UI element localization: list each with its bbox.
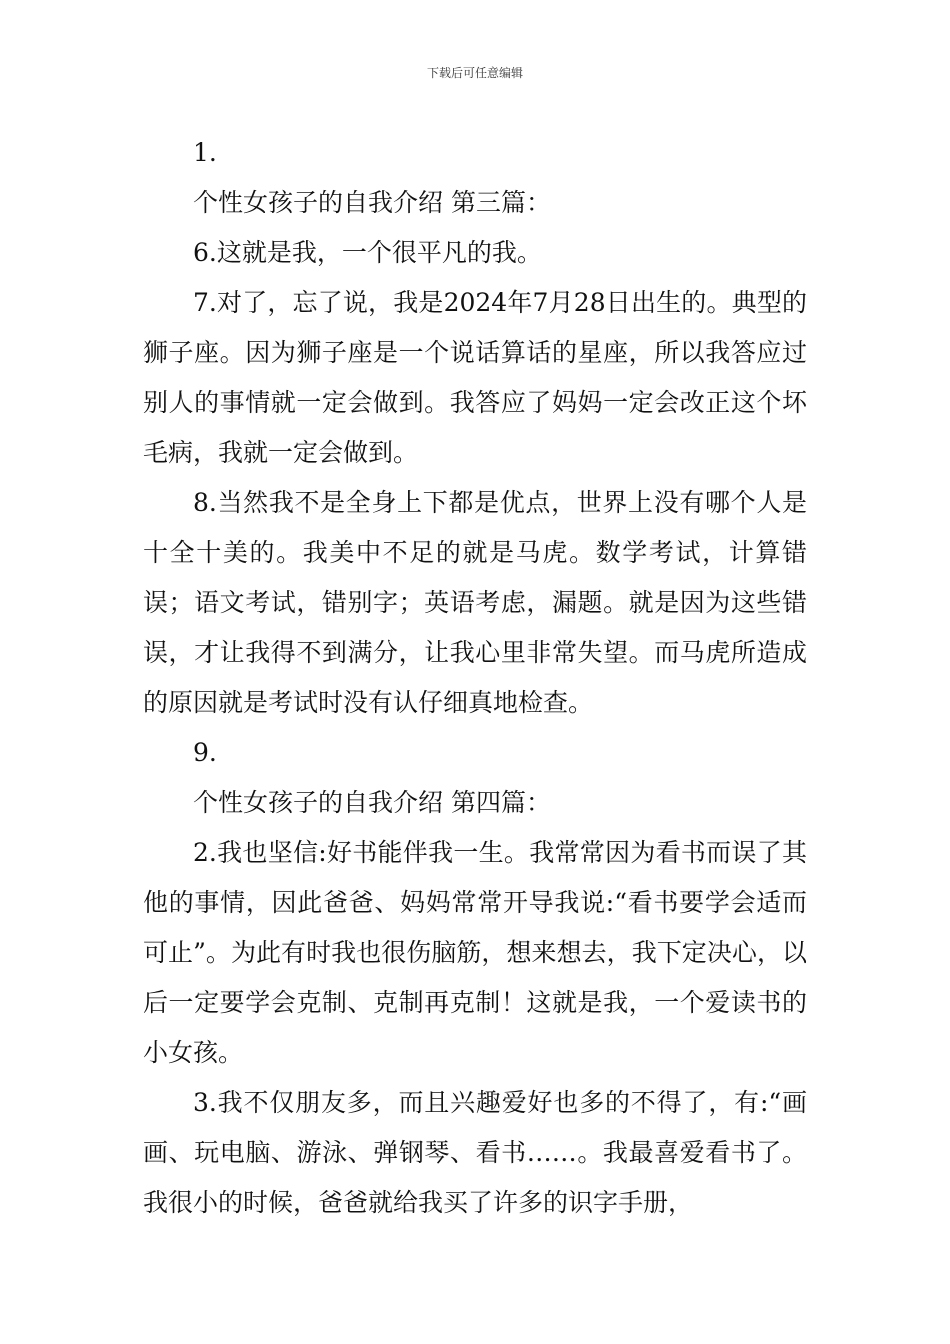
paragraph: 6.这就是我，一个很平凡的我。: [193, 238, 542, 267]
document-body: [143, 128, 807, 1228]
section-heading: 个性女孩子的自我介绍 第四篇：: [193, 788, 551, 817]
page-header: 下载后可任意编辑: [426, 66, 523, 80]
section-heading: 个性女孩子的自我介绍 第三篇：: [193, 188, 551, 217]
paragraph: 1.: [193, 138, 217, 167]
paragraph: 3.我不仅朋友多，而且兴趣爱好也多的不得了，有:“画画、玩电脑、游泳、弹钢琴、看书……。我最喜爱看书了。我很小的时候，爸爸就给我买了许多的识字手册，: [143, 1088, 807, 1217]
paragraph: 7.对了，忘了说，我是2024年7月28日出生的。典型的狮子座。因为狮子座是一个说话算话的星座，所以我答应过别人的事情就一定会做到。我答应了妈妈一定会改正这个坏毛病，我就一定会做到。: [143, 288, 807, 467]
paragraph: 2.我也坚信:好书能伴我一生。我常常因为看书而误了其他的事情，因此爸爸、妈妈常常开导我说:“看书要学会适而可止”。为此有时我也很伤脑筋，想来想去，我下定决心，以后一定要学会克制、克制再克制！这就是我，一个爱读书的小女孩。: [143, 838, 807, 1067]
paragraph: 9.: [193, 738, 217, 767]
paragraph: 8.当然我不是全身上下都是优点，世界上没有哪个人是十全十美的。我美中不足的就是马虎。数学考试，计算错误；语文考试，错别字；英语考虑，漏题。就是因为这些错误，才让我得不到满分，让我心里非常失望。而马虎所造成的原因就是考试时没有认仔细真地检查。: [143, 488, 807, 717]
